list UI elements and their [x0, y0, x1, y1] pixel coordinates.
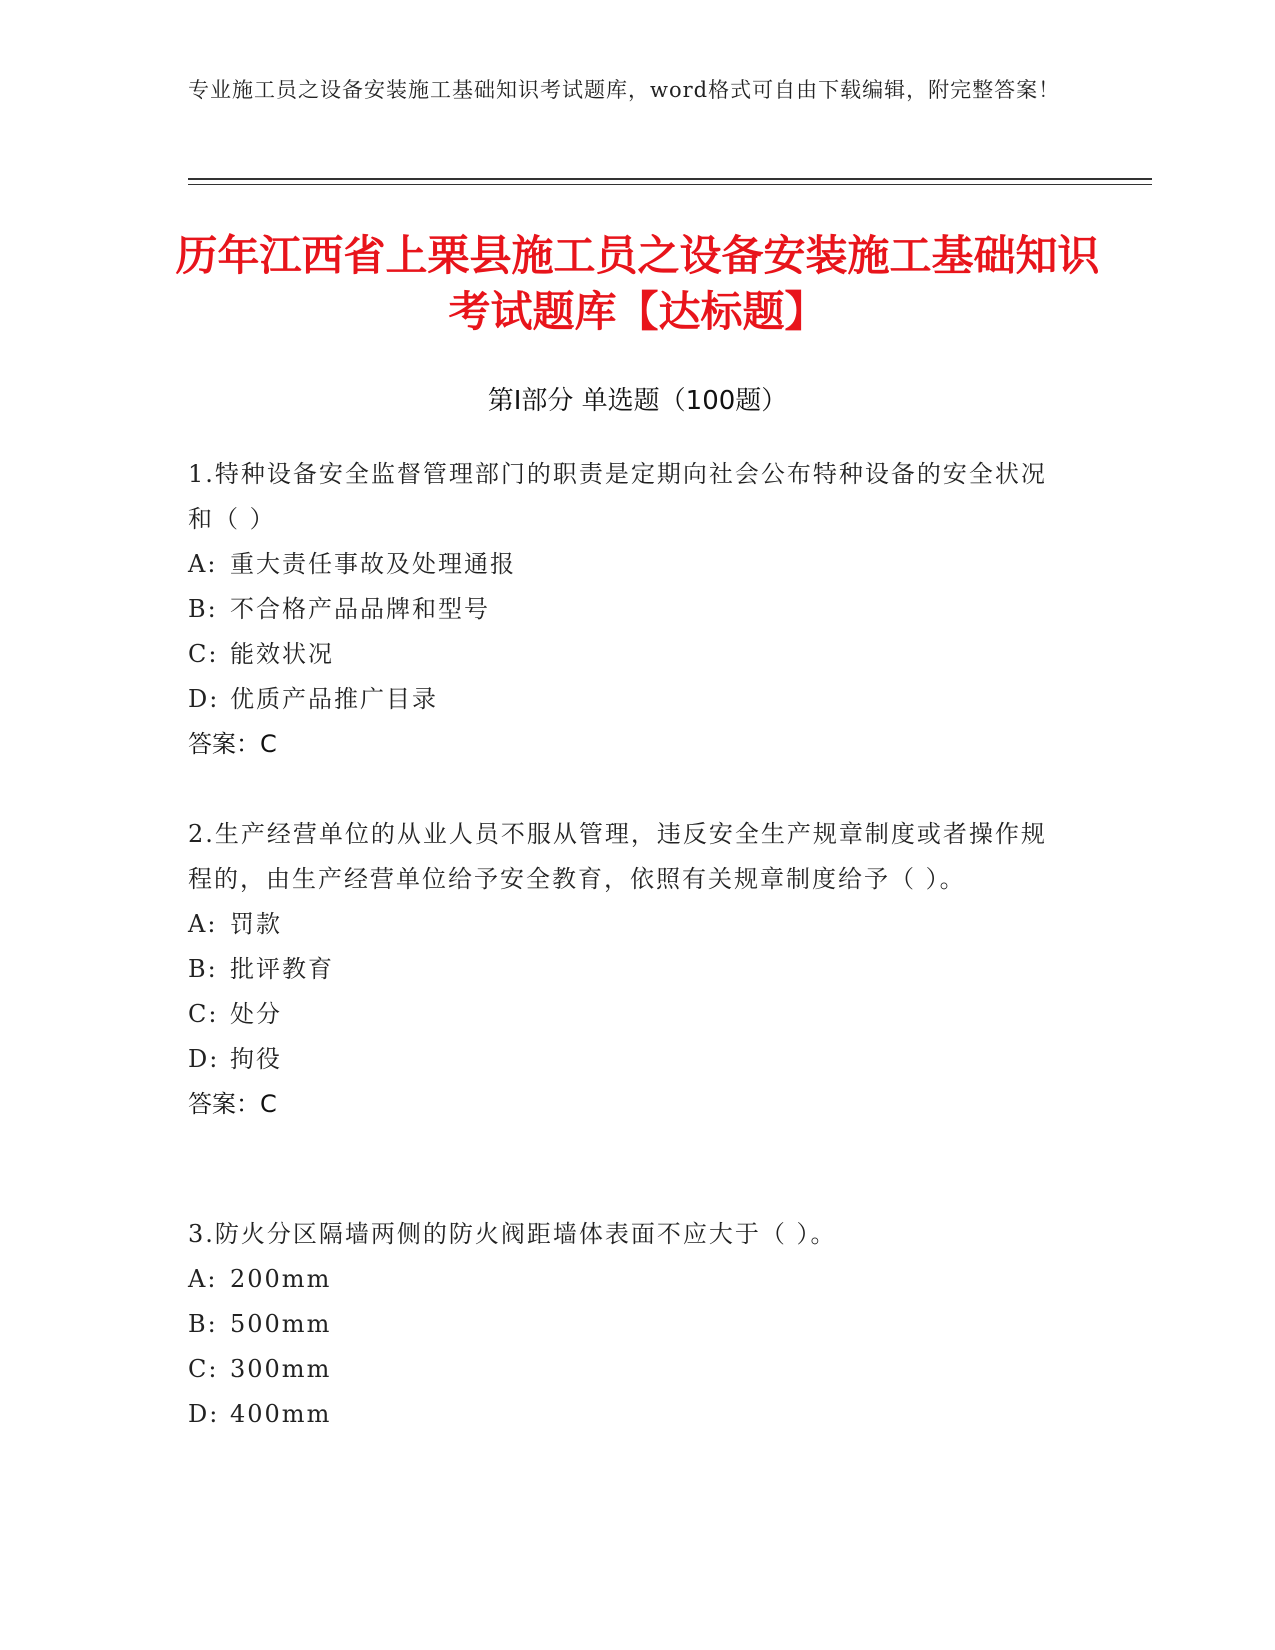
option-d [188, 1037, 1068, 1082]
header-divider-bottom [188, 184, 1152, 185]
option-letter: D: [188, 685, 220, 713]
option-letter: D: [188, 1400, 220, 1428]
option-text: 500mm [230, 1310, 332, 1338]
option-text: 重大责任事故及处理通报 [230, 550, 516, 578]
option-letter: B: [188, 955, 218, 983]
option-letter: B: [188, 1310, 218, 1338]
option-text: 不合格产品品牌和型号 [230, 595, 490, 623]
question-stem: 3.防火分区隔墙两侧的防火阀距墙体表面不应大于（ ）。 [188, 1220, 837, 1248]
option-text: 能效状况 [230, 640, 334, 668]
question-stem: 1.特种设备安全监督管理部门的职责是定期向社会公布特种设备的安全状况和（ ） [188, 460, 1047, 533]
header-note: 专业施工员之设备安装施工基础知识考试题库，word格式可自由下载编辑，附完整答案！ [188, 78, 1061, 102]
option-b [188, 947, 1068, 992]
option-c [188, 992, 1068, 1037]
option-letter: A: [188, 550, 218, 578]
question-stem: 2.生产经营单位的从业人员不服从管理，违反安全生产规章制度或者操作规程的，由生产经营单位给予安全教育，依照有关规章制度给予（ ）。 [188, 820, 1047, 893]
option-text: 批评教育 [230, 955, 334, 983]
option-letter: A: [188, 910, 218, 938]
option-c [188, 632, 1068, 677]
option-a [188, 1257, 1068, 1302]
option-c [188, 1347, 1068, 1392]
header-divider-top [188, 178, 1152, 180]
option-letter: D: [188, 1045, 220, 1073]
option-a [188, 542, 1068, 587]
option-letter: B: [188, 595, 218, 623]
option-letter: C: [188, 640, 219, 668]
option-text: 优质产品推广目录 [230, 685, 438, 713]
option-letter: C: [188, 1000, 219, 1028]
option-b [188, 1302, 1068, 1347]
option-letter: C: [188, 1355, 219, 1383]
option-text: 拘役 [230, 1045, 282, 1073]
answer: 答案：C [188, 1090, 277, 1118]
option-b [188, 587, 1068, 632]
question-3 [188, 1212, 1068, 1437]
option-a [188, 902, 1068, 947]
option-d [188, 677, 1068, 722]
option-text: 400mm [230, 1400, 332, 1428]
question-1 [188, 452, 1068, 767]
option-text: 罚款 [230, 910, 282, 938]
option-letter: A: [188, 1265, 218, 1293]
answer: 答案：C [188, 730, 277, 758]
question-2 [188, 812, 1068, 1127]
option-d [188, 1392, 1068, 1437]
option-text: 处分 [230, 1000, 282, 1028]
document-title: 历年江西省上栗县施工员之设备安装施工基础知识考试题库【达标题】 [175, 231, 1100, 336]
section-title: 第Ⅰ部分 单选题（100题） [487, 386, 788, 416]
option-text: 300mm [230, 1355, 332, 1383]
option-text: 200mm [230, 1265, 332, 1293]
